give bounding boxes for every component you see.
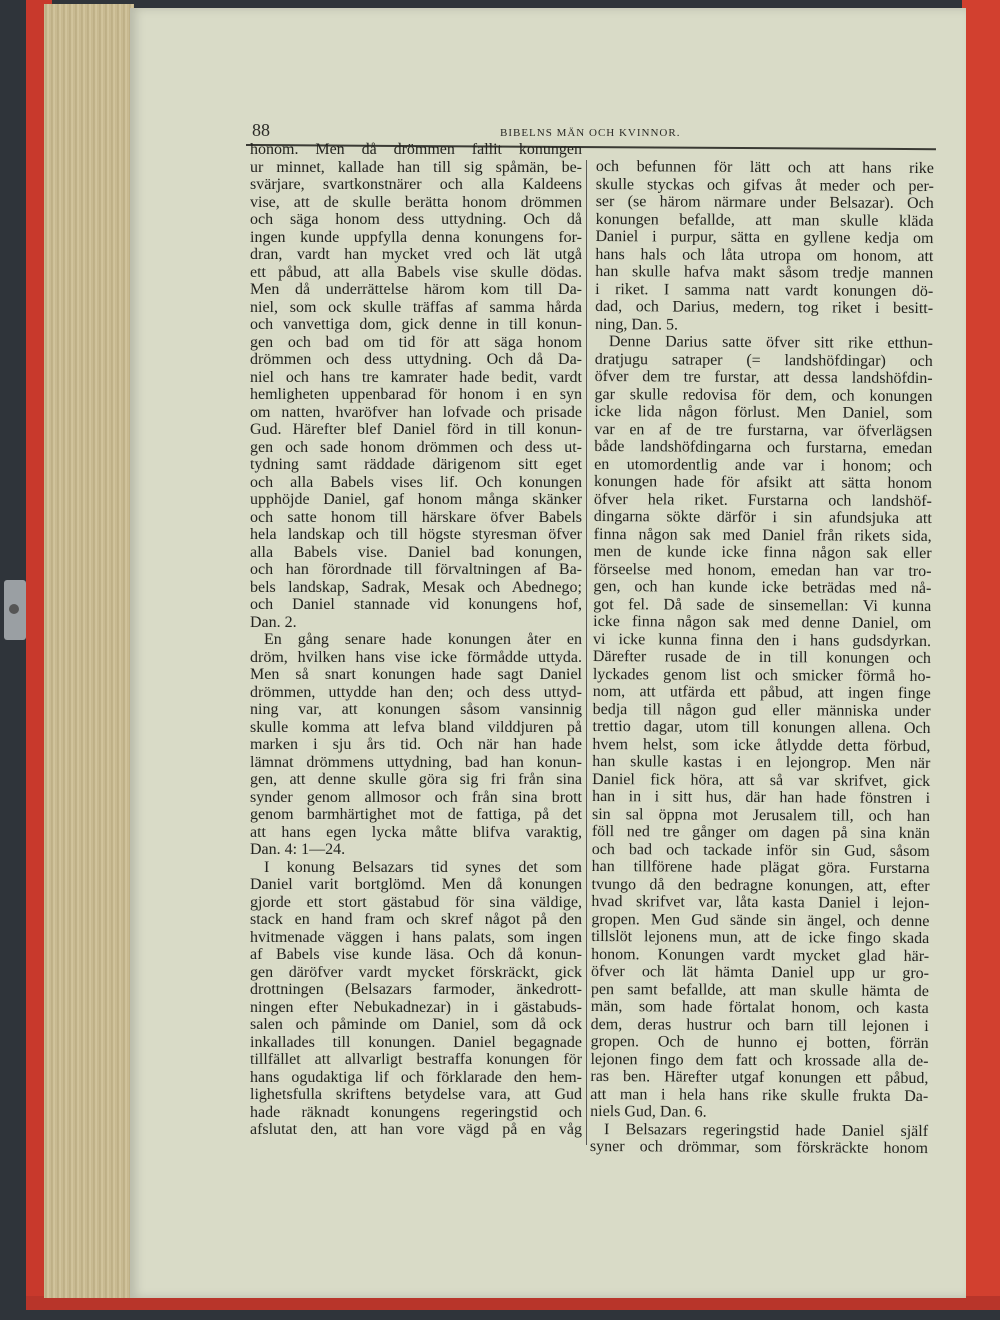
text-line: och bad och tackade inför sin Gud, såsom [591,840,930,860]
text-line: marken i sju års tid. Och när han hade [250,736,582,753]
text-line: föll ned tre gånger om dagen på sina knän [591,822,930,843]
text-line: gen och bad om tid för att säga honom [250,333,582,351]
text-line: lyckades genom list och smicker förmå ho- [592,665,931,685]
text-line: honom. Men då drömmen fallit konungen [250,141,582,158]
text-line: en utomordentlig ande var i honom; och [594,455,933,475]
text-line: och satte honom till härskare öfver Babels [250,508,582,526]
text-line: han skulle hafva makt såsom tredje mannen [595,262,934,283]
text-line: Daniel i purpur, sätta en gyllene kedja om [595,227,934,248]
text-line: ningen efter Nebukadnezar) in i gästabuds- [250,998,582,1016]
text-line: och alla Babels vises lif. Och konungen [250,473,582,491]
text-line: Dan. 2. [250,613,297,631]
text-line: tillfället att allvarligt bestraffa konungen för [250,1051,582,1068]
text-line: han in i sitt hus, där han hade fönstren i [592,787,931,808]
text-line: gropen. Och de hunno ej botten, förrän [590,1032,929,1053]
text-line: hvitmenade väggen i hans palats, som ingen [250,928,582,946]
text-line: gar skulle redovisa för dem, och konungen [594,385,933,405]
text-line: konungen hade för afsikt att sätta honom [593,472,933,493]
text-line: och Daniel stannade vid konungens hof, [250,596,582,613]
text-line: skulle styckas och gifvas åt meder och per- [595,175,934,195]
text-line: Gud. Härefter blef Daniel förd in till konun- [250,421,582,438]
left-text-column [250,141,582,1139]
text-line: salen och påminde om Daniel, som då ock [250,1016,582,1033]
text-line: att hans egen lycka måtte blifva varaktig, [250,823,582,841]
text-line: alla Babels vise. Daniel bad konungen, [250,543,582,561]
text-line: dad, och Darius, medern, tog riket i besitt- [595,297,934,318]
text-line: öfver och lät hämta Daniel upp ur gro- [590,962,930,983]
text-line: ett påbud, att alla Babels vise skulle dödas. [250,263,582,281]
text-line: öfver dem tre furstar, att dessa landshöfdin- [594,367,933,388]
text-line: ser (se härom närmare under Belsazar). Och [595,192,934,213]
text-line: I Belsazars regeringstid hade Daniel själf [604,1120,929,1140]
text-line: trettio dagar, utom till konungen allena. Och [592,717,931,738]
page-stack-edge [44,4,134,1298]
text-line: hvem helst, som icke åtlydde detta förbud, [592,735,931,755]
text-line: förseelse med honom, emedan han var tro- [593,560,932,580]
text-line: gen och sade honom drömmen och dess ut- [250,438,582,456]
text-line: tvungo då den bedragne konungen, att, efter [591,875,930,895]
book-cover-right-edge [962,0,1000,1310]
text-line: i riket. I samma natt vardt konungen dö- [595,280,934,300]
text-line: genom barmhärtighet mot de fattiga, på det [250,806,582,823]
text-line: nom, att utfärda ett påbud, att ingen finge [592,682,931,703]
text-line: och säga honom dess uttydning. Och då [250,211,582,228]
text-line: lejonen fingo dem fatt och krossade alla de- [590,1050,929,1070]
text-line: dem, deras hustrur och barn till lejonen i [590,1015,929,1035]
text-line: skulle komma att lefva bland vilddjuren på [250,718,582,736]
book-cover-bottom-edge [26,1296,1000,1310]
text-line: svärjare, svartkonstnärer och alla Kaldeens [250,176,582,193]
text-line: drömmen, uttydde han den; och dess uttyd- [250,683,582,701]
text-line: gen, att denne skulle göra sig fri från sina [250,771,582,788]
text-line: Men då underrättelse härom kom till Da- [250,281,582,298]
text-line: niel, som ock skulle träffas af samma hårda [250,298,582,316]
column-divider [586,160,587,1145]
text-line: och han förordnade till förvaltningen af Ba- [250,561,582,578]
text-line: gen däröfver vardt mycket förskräckt, gick [250,963,582,981]
text-line: han tillförene hade plägat göra. Furstarna [591,857,930,878]
text-line: icke lida någon förlust. Men Daniel, som [594,402,933,423]
text-line: Daniel varit bortglömd. Men då konungen [250,876,582,893]
text-line: bels landskap, Sadrak, Mesak och Abednego; [250,578,582,596]
text-line: han skulle kastas i en lejongrop. Men när [592,752,931,773]
text-line: tydning samt räddade därigenom sitt eget [250,456,582,473]
text-line: dröm, hvilken hans vise icke förmådde uttyda. [250,648,582,666]
text-line: honom. Konungen vardt mycket glad här- [591,945,930,965]
text-line: sin sal öppna mot Jerusalem till, och han [591,805,931,825]
text-line: hvad skrifvet var, låta kasta Daniel i lejon- [591,892,930,913]
text-line: drömmen och dess uttydning. Och då Da- [250,351,582,368]
text-line: Denne Darius satte öfver sitt rike etthun- [608,333,933,353]
text-line: ras ben. Härefter utgaf konungen ett påbud, [590,1067,929,1088]
text-line: lighetsfulla skriftens betydelse vara, att Gud [250,1086,582,1103]
text-line: finna någon sak med Daniel från rikets sida, [593,525,932,545]
text-line: En gång senare hade konungen åter en [264,631,582,648]
text-line: ning var, att konungen såsom vansinnig [250,701,582,718]
text-line: ning, Dan. 5. [594,315,679,334]
text-line: gjorde ett stort gästabud för sina väldige, [250,893,582,911]
text-line: Daniel fick höra, att så var skrifvet, gick [592,770,931,790]
text-line: Men så snart konungen hade sagt Daniel [250,666,582,683]
text-line: vise, att de skulle berätta honom drömmen [250,193,582,211]
text-line: hade räknadt konungens regeringstid och [250,1103,582,1121]
clip-hole [9,604,19,614]
text-line: inkallades till konungen. Daniel begagnade [250,1033,582,1051]
text-line: bedja till någon gud eller människa under [592,700,931,720]
text-line: upphöjde Daniel, gaf honom många skänker [250,491,582,508]
text-line: af Babels vise kunde läsa. Och då konun- [250,946,582,963]
text-line: dran, vardt han mycket vred och lät utgå [250,246,582,263]
text-line: tillslöt lejonens mun, att de icke fingo skada [591,927,930,948]
text-line: stack en hand fram och skref något på den [250,911,582,928]
text-line: hela landskap och till högste styresman öfver [250,526,582,543]
text-line: synder genom allmosor och från sina brott [250,788,582,806]
text-line: att man i hela hans rike skulle frukta Da- [590,1085,929,1105]
running-head: BIBELNS MÄN OCH KVINNOR. [500,127,681,139]
text-line: hemligheten uppenbarad för honom i en syn [250,386,582,403]
text-line: niel och hans tre kamrater hade bedit, vardt [250,368,582,386]
text-line: pen samt befallde, att man skulle hämta de [590,980,929,1000]
text-line: Därefter rusade de in till konungen och [592,647,932,668]
text-line: afslutat den, att han vore vägd på en våg [250,1121,582,1138]
text-line: I konung Belsazars tid synes det som [264,858,582,876]
text-line: öfver hela riket. Furstarna och landshöf- [593,490,932,510]
text-line: lämnat drömmens uttydning, bad han konun- [250,753,582,771]
text-line: konungen befallde, att man skulle kläda [595,210,934,230]
text-line: vi icke kunna finna den i hans gudsdyrkan. [593,630,932,650]
text-line: hans hals och låta utropa om honom, att [595,245,934,265]
text-line: gen, och han kunde icke beträdas med nå- [593,577,932,598]
text-line: både landshöfdingarna och furstarna, emedan [594,437,933,458]
text-line: ingen kunde uppfylla denna konungens for- [250,228,582,246]
text-line: men de kunde icke finna någon sak eller [593,542,932,563]
text-line: drottningen (Belsazars farmoder, änkedrott- [250,981,582,998]
text-line: icke finna någon sak med denne Daniel, om [593,612,932,633]
text-line: got fel. Då sade de sinsemellan: Vi kunna [593,595,932,615]
text-line: och vanvettiga dom, gick denne in till konun- [250,316,582,333]
text-line: syner och drömmar, som förskräckte honom [589,1137,929,1158]
text-line: dingarna sökte därför i sin afundsjuka att [593,507,932,528]
right-text-column [590,158,934,1158]
text-line: gropen. Men Gud sände sin ängel, och denne [591,910,930,930]
text-line: och befunnen för lätt och att hans rike [595,158,934,178]
text-line: dratjugu satraper (= landshöfdingar) och [594,350,933,370]
text-line: män, som hade förtalat honom, och kasta [590,997,929,1018]
text-line: Dan. 4: 1—24. [250,841,346,858]
text-line: om natten, hvaröfver han lofvade och prisade [250,403,582,421]
page-number: 88 [252,120,270,140]
text-line: niels Gud, Dan. 6. [590,1102,707,1121]
text-line: hans ogudaktiga lif och förklarade den hem- [250,1068,582,1086]
text-line: var en af de tre furstarna, var öfverlägsen [594,420,933,440]
text-line: ur minnet, kallade han till sig spåmän, be- [250,158,582,176]
